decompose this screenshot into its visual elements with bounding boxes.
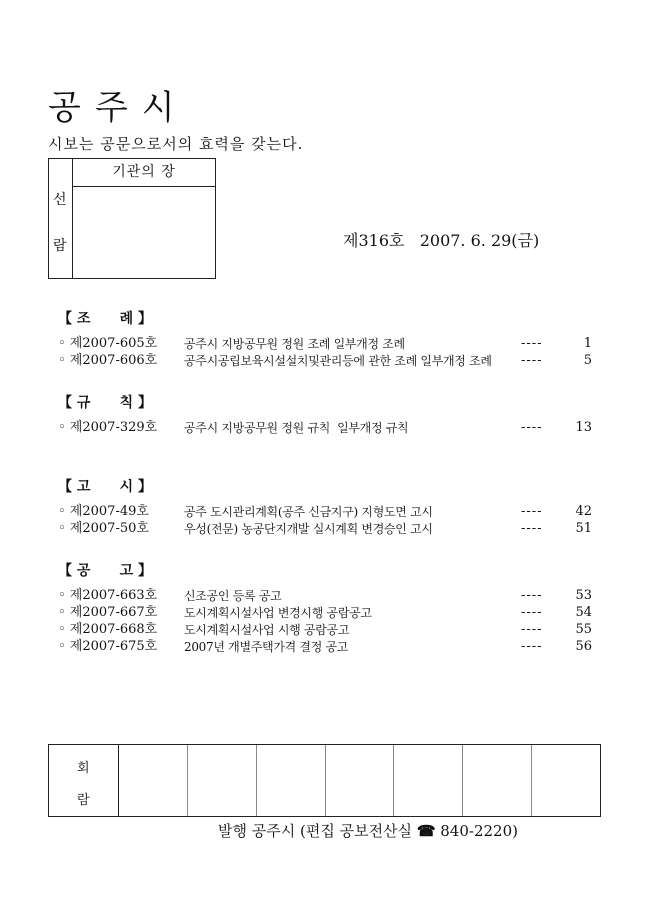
- approval-side-label-top: 선: [53, 192, 67, 208]
- item-title: 2007년 개별주택가격 결정 공고: [184, 640, 349, 654]
- item-number: ◦ 제2007-606호: [58, 353, 158, 368]
- section-heading-ordinance: 【 조 례 】: [58, 311, 153, 327]
- toc-item[interactable]: [58, 503, 598, 521]
- item-page: 13: [575, 420, 592, 435]
- toc-item[interactable]: [58, 335, 598, 353]
- item-leader: ----: [521, 336, 543, 351]
- toc-item[interactable]: [58, 587, 598, 605]
- circulation-label-top: 회: [77, 761, 90, 776]
- section-heading-notice: 【 고 시 】: [58, 479, 153, 495]
- item-title: 도시계획시설사업 시행 공람공고: [184, 623, 350, 637]
- item-number: ◦ 제2007-667호: [58, 605, 158, 620]
- item-page: 53: [575, 588, 592, 603]
- item-page: 54: [575, 605, 592, 620]
- toc-item[interactable]: [58, 604, 598, 622]
- item-title: 공주시 지방공무원 정원 조례 일부개정 조례: [184, 337, 405, 351]
- circulation-cell: [463, 745, 532, 816]
- item-number: ◦ 제2007-605호: [58, 336, 158, 351]
- approval-side-label: [49, 159, 73, 278]
- circulation-cell: [326, 745, 395, 816]
- item-page: 42: [575, 504, 592, 519]
- publisher-footer: [218, 821, 518, 841]
- circulation-cell: [188, 745, 257, 816]
- page-subtitle: 시보는 공문으로서의 효력을 갖는다.: [48, 135, 304, 153]
- item-leader: ----: [521, 639, 543, 654]
- approval-side-label-bottom: 람: [53, 238, 67, 254]
- toc-item[interactable]: [58, 352, 598, 370]
- toc-item[interactable]: [58, 520, 598, 538]
- issue-number-date: 제316호 2007. 6. 29(금): [343, 231, 540, 250]
- item-title: 우성(전문) 농공단지개발 실시계획 변경승인 고시: [184, 522, 433, 536]
- circulation-label: [49, 745, 119, 816]
- item-number: ◦ 제2007-329호: [58, 420, 158, 435]
- item-number: ◦ 제2007-663호: [58, 588, 158, 603]
- item-title: 공주 도시관리계획(공주 신금지구) 지형도면 고시: [184, 505, 433, 519]
- toc-item[interactable]: [58, 621, 598, 639]
- approval-head-label: 기관의 장: [73, 159, 215, 187]
- toc-item[interactable]: [58, 419, 598, 437]
- item-number: ◦ 제2007-675호: [58, 639, 158, 654]
- phone-number: 840-2220): [435, 822, 518, 840]
- item-title: 도시계획시설사업 변경시행 공람공고: [184, 606, 372, 620]
- item-page: 51: [575, 521, 592, 536]
- item-leader: ----: [521, 588, 543, 603]
- circulation-cell: [257, 745, 326, 816]
- item-leader: ----: [521, 521, 543, 536]
- circulation-cell: [532, 745, 600, 816]
- publisher-text: 발행 공주시 (편집 공보전산실: [218, 822, 417, 840]
- item-page: 56: [575, 639, 592, 654]
- approval-signature-area: [73, 187, 215, 278]
- item-title: 공주시공립보육시설설치및관리등에 관한 조례 일부개정 조례: [184, 354, 492, 368]
- item-leader: ----: [521, 605, 543, 620]
- item-page: 55: [575, 622, 592, 637]
- section-heading-announcement: 【 공 고 】: [58, 563, 153, 579]
- item-leader: ----: [521, 622, 543, 637]
- item-leader: ----: [521, 353, 543, 368]
- item-leader: ----: [521, 504, 543, 519]
- item-number: ◦ 제2007-668호: [58, 622, 158, 637]
- item-leader: ----: [521, 420, 543, 435]
- approval-box: [48, 158, 216, 279]
- section-heading-rule: 【 규 칙 】: [58, 395, 153, 411]
- item-page: 5: [583, 353, 592, 368]
- item-page: 1: [583, 336, 592, 351]
- circulation-label-bottom: 람: [77, 793, 90, 808]
- circulation-table: [48, 744, 601, 817]
- circulation-cell: [394, 745, 463, 816]
- item-title: 공주시 지방공무원 정원 규칙 일부개정 규칙: [184, 421, 409, 435]
- toc-item[interactable]: [58, 638, 598, 656]
- circulation-cell: [119, 745, 188, 816]
- telephone-icon: ☎: [416, 822, 436, 840]
- item-title: 신조공인 등록 공고: [184, 589, 282, 603]
- item-number: ◦ 제2007-49호: [58, 504, 149, 519]
- page-title: 공주시: [48, 88, 189, 128]
- item-number: ◦ 제2007-50호: [58, 521, 149, 536]
